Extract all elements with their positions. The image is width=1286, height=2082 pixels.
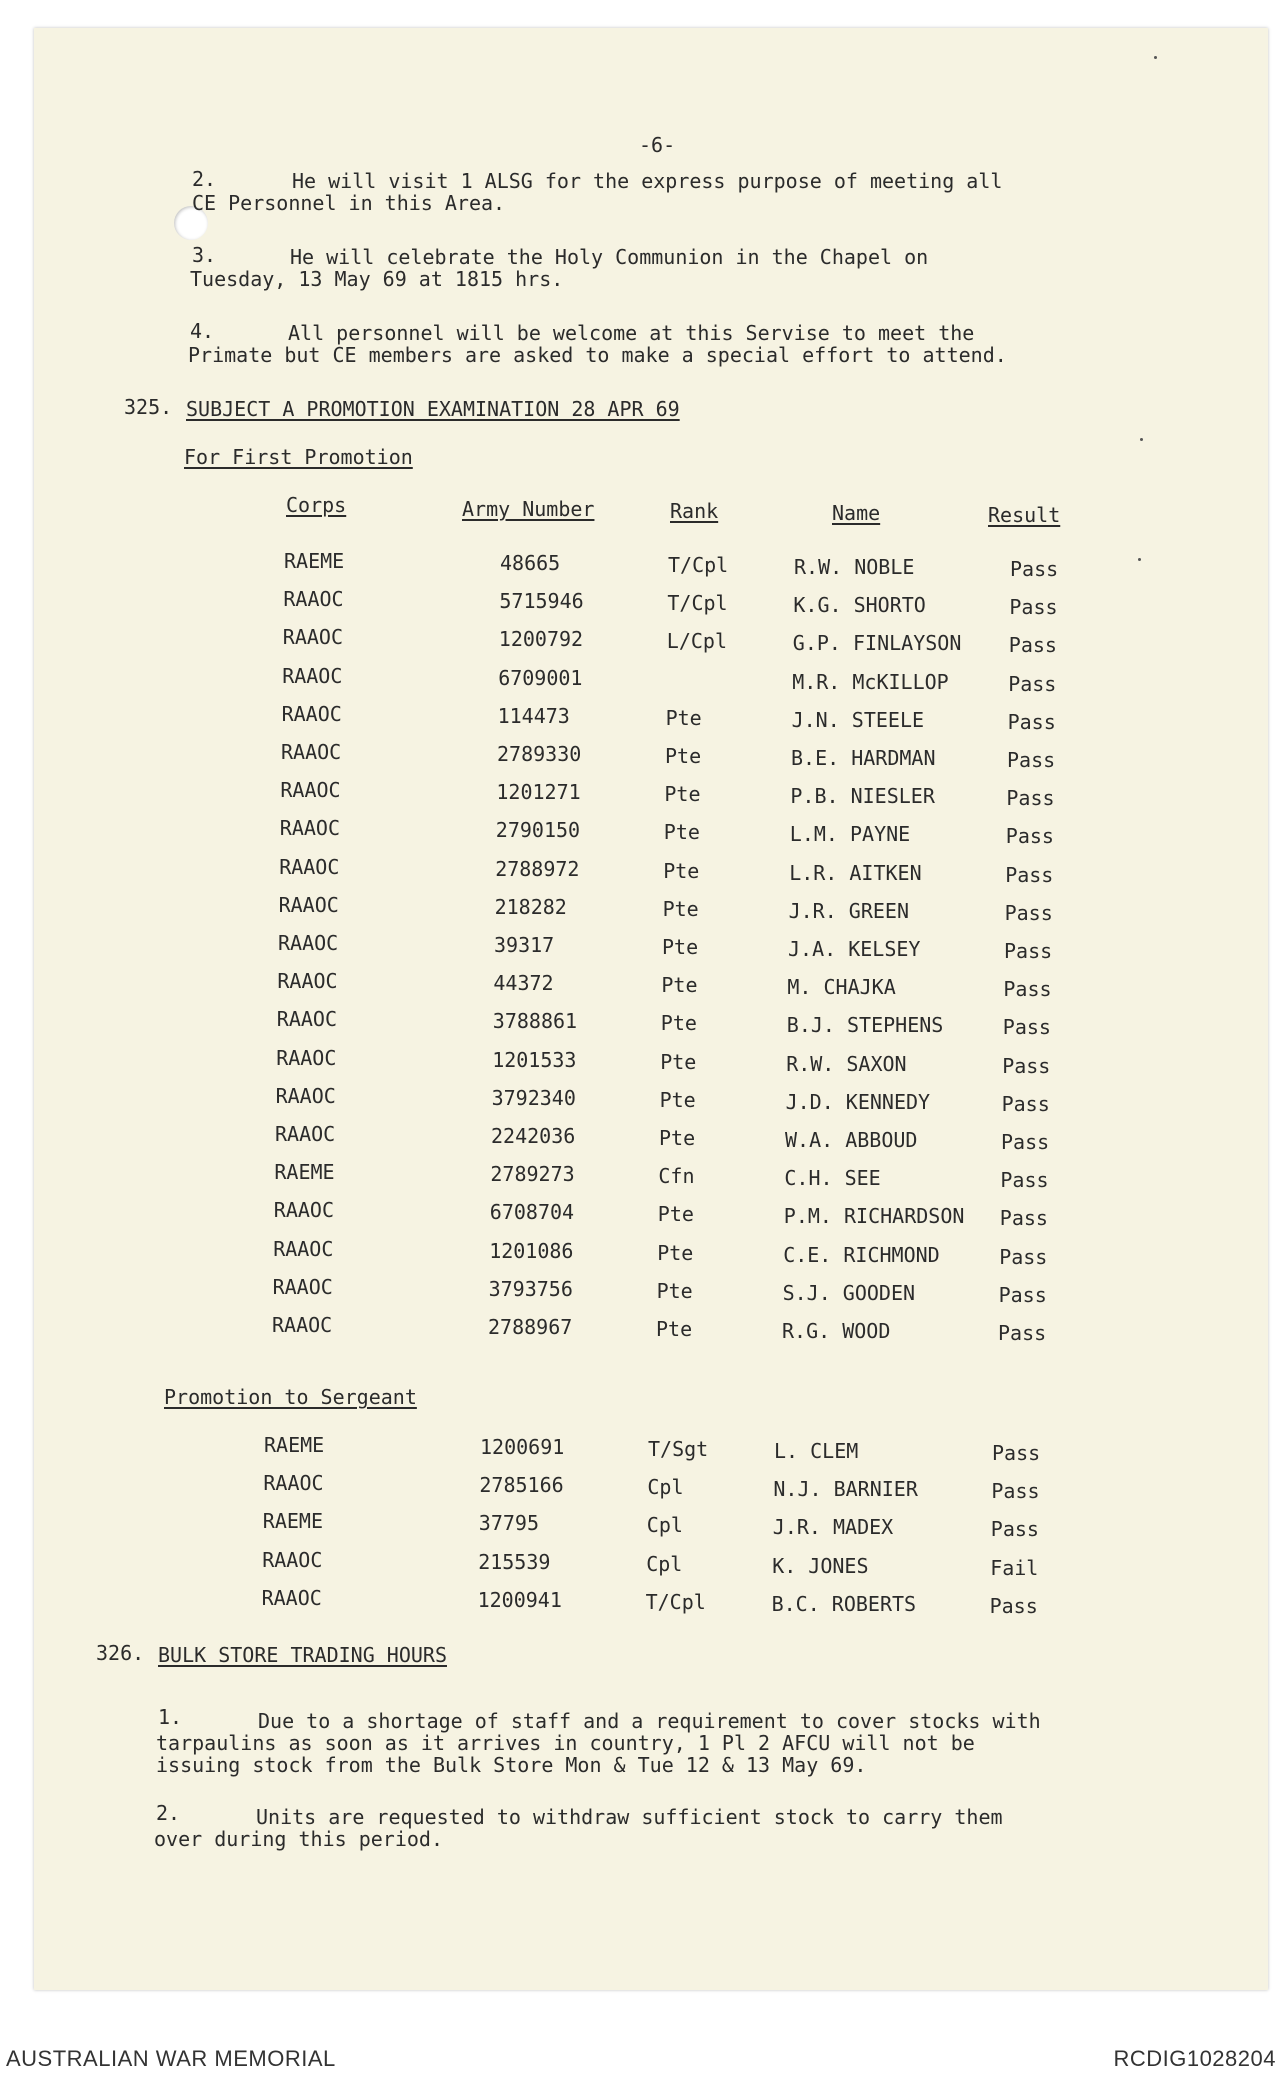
name-cell: G.P. FINLAYSON xyxy=(792,631,962,656)
para-line: issuing stock from the Bulk Store Mon & Tue 12 & 13 May 69. xyxy=(156,1753,867,1777)
result-cell: Pass xyxy=(1005,824,1054,849)
name-cell: J.N. STEELE xyxy=(791,707,925,732)
corps-cell: RAEME xyxy=(262,1509,324,1534)
name-cell: P.M. RICHARDSON xyxy=(783,1204,965,1229)
rank-cell: Pte xyxy=(661,973,698,998)
footer-record-id: RCDIG1028204 xyxy=(1113,2046,1276,2071)
rank-cell: T/Cpl xyxy=(668,553,729,577)
rank-cell: Cfn xyxy=(658,1164,695,1189)
result-cell: Pass xyxy=(1001,1130,1050,1154)
name-cell: W.A. ABBOUD xyxy=(785,1128,918,1152)
army-number-cell: 1201271 xyxy=(496,780,581,805)
rank-cell: Pte xyxy=(665,744,702,768)
rank-cell: Pte xyxy=(656,1317,693,1341)
result-cell: Pass xyxy=(1002,1053,1051,1078)
army-number-cell: 1200941 xyxy=(477,1587,562,1612)
army-number-cell: 48665 xyxy=(500,551,561,575)
corps-cell: RAAOC xyxy=(272,1313,333,1337)
corps-cell: RAAOC xyxy=(262,1547,323,1572)
army-number-cell: 215539 xyxy=(478,1549,551,1574)
rank-cell: Pte xyxy=(665,705,702,730)
result-cell: Pass xyxy=(1007,748,1056,772)
name-cell: L.M. PAYNE xyxy=(789,822,911,847)
col-header-name: Name xyxy=(832,501,881,525)
result-cell: Pass xyxy=(1001,1091,1050,1116)
result-cell: Pass xyxy=(1005,862,1054,887)
rank-cell: Pte xyxy=(660,1049,697,1074)
corps-cell: RAAOC xyxy=(281,701,342,726)
name-cell: R.G. WOOD xyxy=(782,1319,891,1343)
col-header-corps: Corps xyxy=(286,493,347,517)
name-cell: J.D. KENNEDY xyxy=(785,1089,931,1114)
corps-cell: RAAOC xyxy=(281,740,342,764)
corps-cell: RAAOC xyxy=(278,892,339,917)
corps-cell: RAEME xyxy=(264,1433,325,1457)
result-cell: Pass xyxy=(998,1282,1047,1307)
corps-cell: RAAOC xyxy=(276,1045,337,1070)
army-number-cell: 2785166 xyxy=(479,1473,564,1498)
corps-cell: RAAOC xyxy=(279,854,340,879)
result-cell: Pass xyxy=(991,1479,1040,1504)
name-cell: M. CHAJKA xyxy=(787,975,896,1000)
para-number: 4. xyxy=(190,319,215,343)
army-number-cell: 1200691 xyxy=(480,1435,565,1459)
army-number-cell: 39317 xyxy=(494,933,555,957)
para-line: Due to a shortage of staff and a requirement to cover stocks with xyxy=(258,1709,1041,1733)
para-line: tarpaulins as soon as it arrives in country, 1 Pl 2 AFCU will not be xyxy=(156,1731,975,1755)
name-cell: K. JONES xyxy=(772,1553,869,1578)
rank-cell: Cpl xyxy=(647,1475,684,1500)
corps-cell: RAAOC xyxy=(276,1007,338,1032)
army-number-cell: 3792340 xyxy=(491,1085,576,1110)
army-number-cell: 37795 xyxy=(478,1511,540,1536)
para-line: Primate but CE members are asked to make a special effort to attend. xyxy=(188,343,1007,367)
army-number-cell: 1201533 xyxy=(492,1047,577,1072)
speck xyxy=(1138,558,1141,561)
army-number-cell: 44372 xyxy=(493,971,554,996)
result-cell: Pass xyxy=(1010,557,1059,581)
col-header-rank: Rank xyxy=(670,499,719,523)
para-line: Units are requested to withdraw sufficient stock to carry them xyxy=(256,1805,1003,1829)
result-cell: Pass xyxy=(1009,595,1058,620)
army-number-cell: 2790150 xyxy=(495,818,581,843)
name-cell: J.A. KELSEY xyxy=(788,937,921,961)
army-number-cell: 114473 xyxy=(497,703,570,728)
corps-cell: RAAOC xyxy=(272,1274,333,1299)
name-cell: K.G. SHORTO xyxy=(793,593,926,618)
name-cell: R.W. SAXON xyxy=(786,1051,907,1076)
corps-cell: RAAOC xyxy=(263,1471,324,1496)
result-cell: Pass xyxy=(1007,709,1056,734)
rank-cell: Cpl xyxy=(646,1513,683,1538)
name-cell: J.R. GREEN xyxy=(788,898,910,923)
document-page xyxy=(34,28,1268,1990)
result-cell: Pass xyxy=(1006,786,1055,811)
rank-cell: Pte xyxy=(662,935,699,959)
para-line: Tuesday, 13 May 69 at 1815 hrs. xyxy=(190,267,564,291)
name-cell: L. CLEM xyxy=(774,1439,859,1463)
section-325-title: SUBJECT A PROMOTION EXAMINATION 28 APR 69 xyxy=(186,397,680,421)
result-cell: Pass xyxy=(989,1593,1038,1618)
para-line: CE Personnel in this Area. xyxy=(192,191,506,215)
result-cell: Pass xyxy=(1008,633,1057,658)
rank-cell: Pte xyxy=(662,896,699,921)
army-number-cell: 2242036 xyxy=(491,1124,576,1148)
rank-cell: T/Sgt xyxy=(648,1437,709,1461)
speck xyxy=(1154,56,1157,59)
army-number-cell: 2789273 xyxy=(490,1162,575,1187)
col-header-result: Result xyxy=(988,503,1061,527)
result-cell: Pass xyxy=(992,1441,1041,1465)
footer-institution: AUSTRALIAN WAR MEMORIAL xyxy=(6,2046,336,2071)
para-line: He will visit 1 ALSG for the express purpose of meeting all xyxy=(292,169,1003,193)
para-line: over during this period. xyxy=(154,1827,443,1851)
result-cell: Fail xyxy=(990,1555,1039,1580)
corps-cell: RAAOC xyxy=(261,1585,322,1610)
result-cell: Pass xyxy=(1004,900,1053,925)
rank-cell: Pte xyxy=(657,1240,694,1265)
para-number: 2. xyxy=(156,1801,181,1825)
corps-cell: RAAOC xyxy=(282,625,344,650)
army-number-cell: 3793756 xyxy=(488,1276,573,1301)
rank-cell: Pte xyxy=(659,1126,696,1150)
para-number: 2. xyxy=(192,167,217,191)
section-326-title: BULK STORE TRADING HOURS xyxy=(158,1643,447,1667)
para-number: 1. xyxy=(158,1705,183,1729)
result-cell: Pass xyxy=(998,1321,1047,1345)
corps-cell: RAAOC xyxy=(279,816,341,841)
section-325-number: 325. xyxy=(124,395,173,419)
sergeant-heading: Promotion to Sergeant xyxy=(164,1385,417,1409)
corps-cell: RAEME xyxy=(284,549,345,573)
army-number-cell: 5715946 xyxy=(499,589,584,614)
corps-cell: RAAOC xyxy=(278,931,339,955)
rank-cell: Pte xyxy=(663,858,700,883)
rank-cell: Pte xyxy=(656,1278,693,1303)
army-number-cell: 2788967 xyxy=(488,1315,573,1339)
corps-cell: RAAOC xyxy=(280,778,341,803)
name-cell: B.C. ROBERTS xyxy=(771,1591,917,1616)
rank-cell: Pte xyxy=(657,1202,694,1227)
rank-cell: T/Cpl xyxy=(645,1589,706,1614)
rank-cell: Pte xyxy=(660,1011,697,1036)
result-cell: Pass xyxy=(999,1244,1048,1269)
result-cell: Pass xyxy=(1003,977,1052,1002)
first-promotion-heading: For First Promotion xyxy=(184,445,413,469)
army-number-cell: 2789330 xyxy=(497,742,582,766)
para-line: He will celebrate the Holy Communion in the Chapel on xyxy=(290,245,929,269)
para-line: All personnel will be welcome at this Servise to meet the xyxy=(288,321,975,345)
result-cell: Pass xyxy=(1000,1168,1049,1193)
page-number: -6- xyxy=(639,133,676,157)
name-cell: P.B. NIESLER xyxy=(790,784,935,809)
corps-cell: RAAOC xyxy=(273,1198,335,1223)
speck xyxy=(1140,438,1143,441)
result-cell: Pass xyxy=(1002,1015,1051,1040)
rank-cell: Pte xyxy=(659,1087,696,1112)
name-cell: L.R. AITKEN xyxy=(789,860,922,885)
section-326-number: 326. xyxy=(96,1641,145,1665)
rank-cell: Cpl xyxy=(646,1551,683,1576)
army-number-cell: 6708704 xyxy=(489,1200,575,1225)
army-number-cell: 2788972 xyxy=(495,856,580,881)
corps-cell: RAAOC xyxy=(277,969,338,994)
army-number-cell: 1200792 xyxy=(498,627,584,652)
army-number-cell: 6709001 xyxy=(498,665,583,690)
army-number-cell: 218282 xyxy=(494,894,567,919)
name-cell: C.E. RICHMOND xyxy=(783,1242,940,1267)
army-number-cell: 3788861 xyxy=(492,1009,578,1034)
result-cell: Pass xyxy=(1004,939,1053,963)
name-cell: B.J. STEPHENS xyxy=(786,1013,944,1038)
rank-cell: Pte xyxy=(663,820,700,845)
name-cell: B.E. HARDMAN xyxy=(791,746,936,770)
corps-cell: RAAOC xyxy=(275,1122,336,1146)
corps-cell: RAEME xyxy=(274,1160,335,1185)
result-cell: Pass xyxy=(990,1517,1039,1542)
army-number-cell: 1201086 xyxy=(489,1238,574,1263)
name-cell: R.W. NOBLE xyxy=(794,555,915,579)
name-cell: C.H. SEE xyxy=(784,1166,881,1191)
rank-cell: L/Cpl xyxy=(666,629,728,654)
para-number: 3. xyxy=(192,243,217,267)
name-cell: S.J. GOODEN xyxy=(782,1280,916,1305)
name-cell: M.R. McKILLOP xyxy=(792,669,949,694)
name-cell: N.J. BARNIER xyxy=(773,1477,918,1502)
corps-cell: RAAOC xyxy=(283,587,344,612)
col-header-army-number: Army Number xyxy=(462,497,595,521)
corps-cell: RAAOC xyxy=(275,1083,336,1108)
rank-cell: T/Cpl xyxy=(667,591,728,616)
name-cell: J.R. MADEX xyxy=(772,1515,894,1540)
corps-cell: RAAOC xyxy=(282,663,343,688)
corps-cell: RAAOC xyxy=(273,1236,334,1261)
rank-cell: Pte xyxy=(664,782,701,807)
result-cell: Pass xyxy=(1008,671,1057,696)
result-cell: Pass xyxy=(999,1206,1048,1231)
